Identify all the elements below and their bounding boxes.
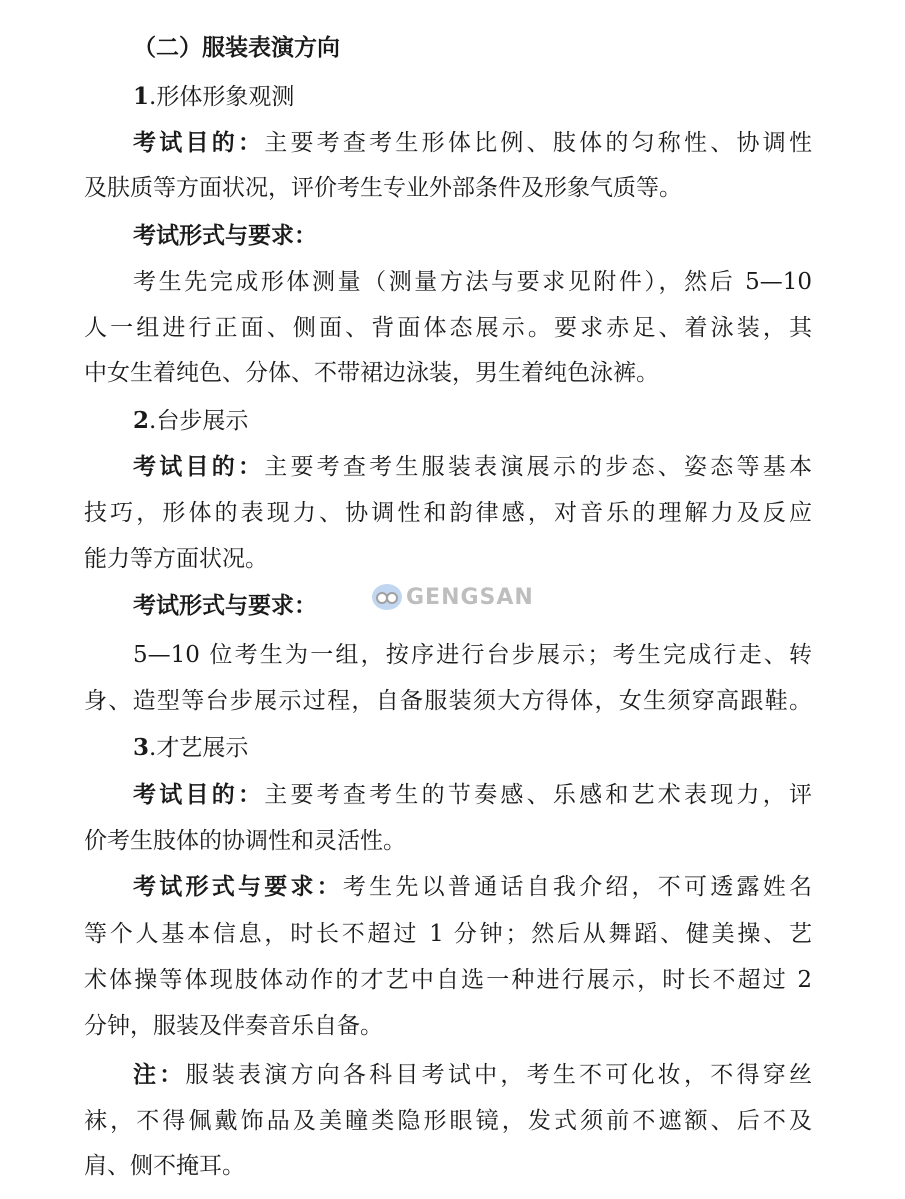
line-text: 5—10 位考生为一组，按序进行台步展示；考生完成行走、转 bbox=[133, 642, 812, 668]
section-heading bbox=[133, 33, 812, 63]
line-text: 及肤质等方面状况，评价考生专业外部条件及形象气质等。 bbox=[84, 175, 682, 201]
bold-label: 3 bbox=[133, 734, 150, 761]
text-line bbox=[84, 544, 812, 574]
bold-label: 注： bbox=[133, 1061, 186, 1088]
line-text: 能力等方面状况。 bbox=[84, 546, 268, 572]
line-text: .台步展示 bbox=[149, 408, 249, 434]
owl-logo-icon bbox=[372, 584, 402, 610]
bold-label: 考试形式与要求： bbox=[133, 873, 343, 900]
text-line bbox=[133, 128, 812, 158]
line-text: 肩、侧不掩耳。 bbox=[84, 1153, 245, 1179]
line-text: 主要考查考生的节奏感、乐感和艺术表现力，评 bbox=[264, 782, 813, 808]
line-text: 术体操等体现肢体动作的才艺中自选一种进行展示，时长不超过 2 bbox=[84, 967, 812, 993]
text-line bbox=[84, 1106, 812, 1136]
line-text: 分钟，服装及伴奏音乐自备。 bbox=[84, 1013, 383, 1039]
text-line bbox=[84, 919, 812, 949]
bold-label: 考试形式与要求： bbox=[133, 222, 317, 249]
text-line bbox=[84, 686, 812, 716]
text-line bbox=[133, 406, 812, 436]
bold-label: 考试目的： bbox=[133, 453, 265, 480]
line-text: 中女生着纯色、分体、不带裙边泳装，男生着纯色泳裤。 bbox=[84, 360, 659, 386]
bold-label: 1 bbox=[133, 83, 150, 110]
line-text: 等个人基本信息，时长不超过 1 分钟；然后从舞蹈、健美操、艺 bbox=[84, 921, 812, 947]
line-text: .形体形象观测 bbox=[149, 84, 295, 110]
bold-label: 2 bbox=[133, 407, 150, 434]
text-line bbox=[84, 826, 812, 856]
line-text: 主要考查考生服装表演展示的步态、姿态等基本 bbox=[264, 454, 813, 480]
line-text: 人一组进行正面、侧面、背面体态展示。要求赤足、着泳装，其 bbox=[84, 315, 812, 341]
text-line bbox=[84, 1011, 812, 1041]
line-text: 考生先以普通话自我介绍，不可透露姓名 bbox=[342, 874, 813, 900]
text-line bbox=[84, 1151, 812, 1181]
text-line bbox=[84, 313, 812, 343]
heading-text: （二）服装表演方向 bbox=[133, 34, 340, 61]
text-line bbox=[133, 82, 812, 112]
text-line bbox=[133, 780, 812, 810]
text-line bbox=[133, 267, 812, 297]
bold-label: 考试目的： bbox=[133, 781, 265, 808]
text-line bbox=[133, 872, 812, 902]
line-text: 身、造型等台步展示过程，自备服装须大方得体，女生须穿高跟鞋。 bbox=[84, 688, 812, 714]
bold-label: 考试目的： bbox=[133, 129, 265, 156]
text-line bbox=[84, 358, 812, 388]
line-text: 主要考查考生形体比例、肢体的匀称性、协调性 bbox=[264, 130, 813, 156]
text-line bbox=[133, 221, 812, 251]
text-line bbox=[133, 640, 812, 670]
watermark-text: GENGSAN bbox=[406, 584, 534, 610]
text-line bbox=[133, 733, 812, 763]
line-text: 技巧，形体的表现力、协调性和韵律感，对音乐的理解力及反应 bbox=[84, 500, 812, 526]
text-line bbox=[133, 452, 812, 482]
text-line bbox=[84, 965, 812, 995]
watermark bbox=[372, 584, 534, 610]
text-line bbox=[133, 1060, 812, 1090]
line-text: 服装表演方向各科目考试中，考生不可化妆，不得穿丝 bbox=[185, 1062, 813, 1088]
line-text: 价考生肢体的协调性和灵活性。 bbox=[84, 828, 406, 854]
line-text: .才艺展示 bbox=[149, 735, 249, 761]
line-text: 袜，不得佩戴饰品及美瞳类隐形眼镜，发式须前不遮额、后不及 bbox=[84, 1108, 812, 1134]
bold-label: 考试形式与要求： bbox=[133, 592, 317, 619]
text-line bbox=[84, 173, 812, 203]
text-line bbox=[84, 498, 812, 528]
line-text: 考生先完成形体测量（测量方法与要求见附件），然后 5—10 bbox=[133, 269, 812, 295]
